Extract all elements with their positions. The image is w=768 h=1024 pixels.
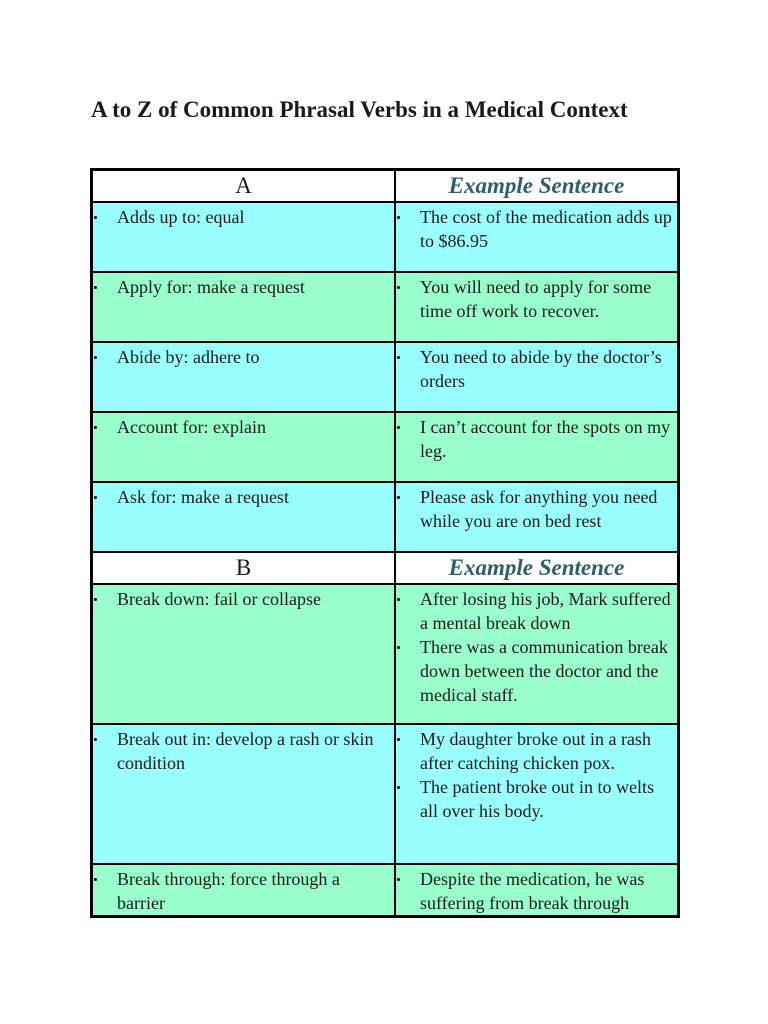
document-title: A to Z of Common Phrasal Verbs in a Medical Context <box>91 97 628 122</box>
verb-cell <box>92 202 395 272</box>
bullet-icon <box>397 738 400 741</box>
verb-definition: Break down: fail or collapse <box>117 589 321 609</box>
table-row <box>92 202 678 272</box>
list-item <box>396 345 673 393</box>
bullet-icon <box>94 598 97 601</box>
example-sentence: Despite the medication, he was suffering from break through <box>420 869 645 913</box>
bullet-icon <box>94 426 97 429</box>
table-row <box>92 724 678 864</box>
section-letter-cell <box>92 170 395 202</box>
list-item <box>396 867 673 915</box>
list-item <box>396 415 673 463</box>
verb-definition: Account for: explain <box>117 417 266 437</box>
verb-cell <box>92 272 395 342</box>
example-header-cell <box>395 170 678 202</box>
verb-definition: Break out in: develop a rash or skin condition <box>117 729 374 773</box>
example-sentence: My daughter broke out in a rash after catching chicken pox. <box>420 729 651 773</box>
verb-cell <box>92 342 395 412</box>
example-cell <box>395 342 678 412</box>
verb-cell <box>92 412 395 482</box>
verb-definition: Break through: force through a barrier <box>117 869 340 913</box>
list-item <box>93 345 390 369</box>
list-item <box>396 485 673 533</box>
phrasal-verbs-table <box>90 168 680 918</box>
example-cell <box>395 482 678 552</box>
example-sentence-header: Example Sentence <box>448 172 625 198</box>
example-sentence: The patient broke out in to welts all over his body. <box>420 777 654 821</box>
example-sentence-header: Example Sentence <box>448 554 625 580</box>
example-header-cell <box>395 552 678 584</box>
list-item <box>93 275 390 299</box>
example-cell <box>395 724 678 864</box>
example-sentence: You will need to apply for some time off work to recover. <box>420 277 652 321</box>
bullet-icon <box>94 356 97 359</box>
verb-definition: Abide by: adhere to <box>117 347 260 367</box>
bullet-icon <box>94 738 97 741</box>
bullet-icon <box>397 646 400 649</box>
section-letter: B <box>235 554 252 580</box>
list-item <box>93 415 390 439</box>
bullet-icon <box>397 598 400 601</box>
bullet-icon <box>94 878 97 881</box>
section-letter: A <box>235 172 252 198</box>
list-item <box>93 727 390 775</box>
example-cell <box>395 864 678 916</box>
verb-definition: Adds up to: equal <box>117 207 245 227</box>
example-sentence: I can’t account for the spots on my leg. <box>420 417 671 461</box>
example-sentence: The cost of the medication adds up to $86.95 <box>420 207 672 251</box>
list-item <box>396 275 673 323</box>
list-item <box>396 635 673 707</box>
section-header-row <box>92 552 678 584</box>
bullet-icon <box>397 786 400 789</box>
section-letter-cell <box>92 552 395 584</box>
example-cell <box>395 412 678 482</box>
list-item <box>93 485 390 509</box>
bullet-icon <box>397 878 400 881</box>
list-item <box>93 587 390 611</box>
list-item <box>93 205 390 229</box>
section-header-row <box>92 170 678 202</box>
verb-definition: Apply for: make a request <box>117 277 305 297</box>
list-item <box>396 587 673 635</box>
bullet-icon <box>94 216 97 219</box>
verb-cell <box>92 864 395 916</box>
list-item <box>93 867 390 915</box>
table-row <box>92 272 678 342</box>
bullet-icon <box>397 496 400 499</box>
table-row <box>92 482 678 552</box>
bullet-icon <box>397 426 400 429</box>
list-item <box>396 775 673 823</box>
bullet-icon <box>397 216 400 219</box>
example-sentence: You need to abide by the doctor’s orders <box>420 347 662 391</box>
example-cell <box>395 584 678 724</box>
bullet-icon <box>94 286 97 289</box>
example-sentence: There was a communication break down between the doctor and the medical staff. <box>420 637 668 705</box>
list-item <box>396 205 673 253</box>
table-row <box>92 342 678 412</box>
verb-cell <box>92 482 395 552</box>
verb-cell <box>92 724 395 864</box>
example-sentence: Please ask for anything you need while you are on bed rest <box>420 487 658 531</box>
table-row <box>92 584 678 724</box>
bullet-icon <box>397 286 400 289</box>
table-row <box>92 864 678 916</box>
example-cell <box>395 272 678 342</box>
verb-definition: Ask for: make a request <box>117 487 289 507</box>
verb-cell <box>92 584 395 724</box>
table-row <box>92 412 678 482</box>
example-cell <box>395 202 678 272</box>
bullet-icon <box>397 356 400 359</box>
list-item <box>396 727 673 775</box>
bullet-icon <box>94 496 97 499</box>
example-sentence: After losing his job, Mark suffered a mental break down <box>420 589 671 633</box>
